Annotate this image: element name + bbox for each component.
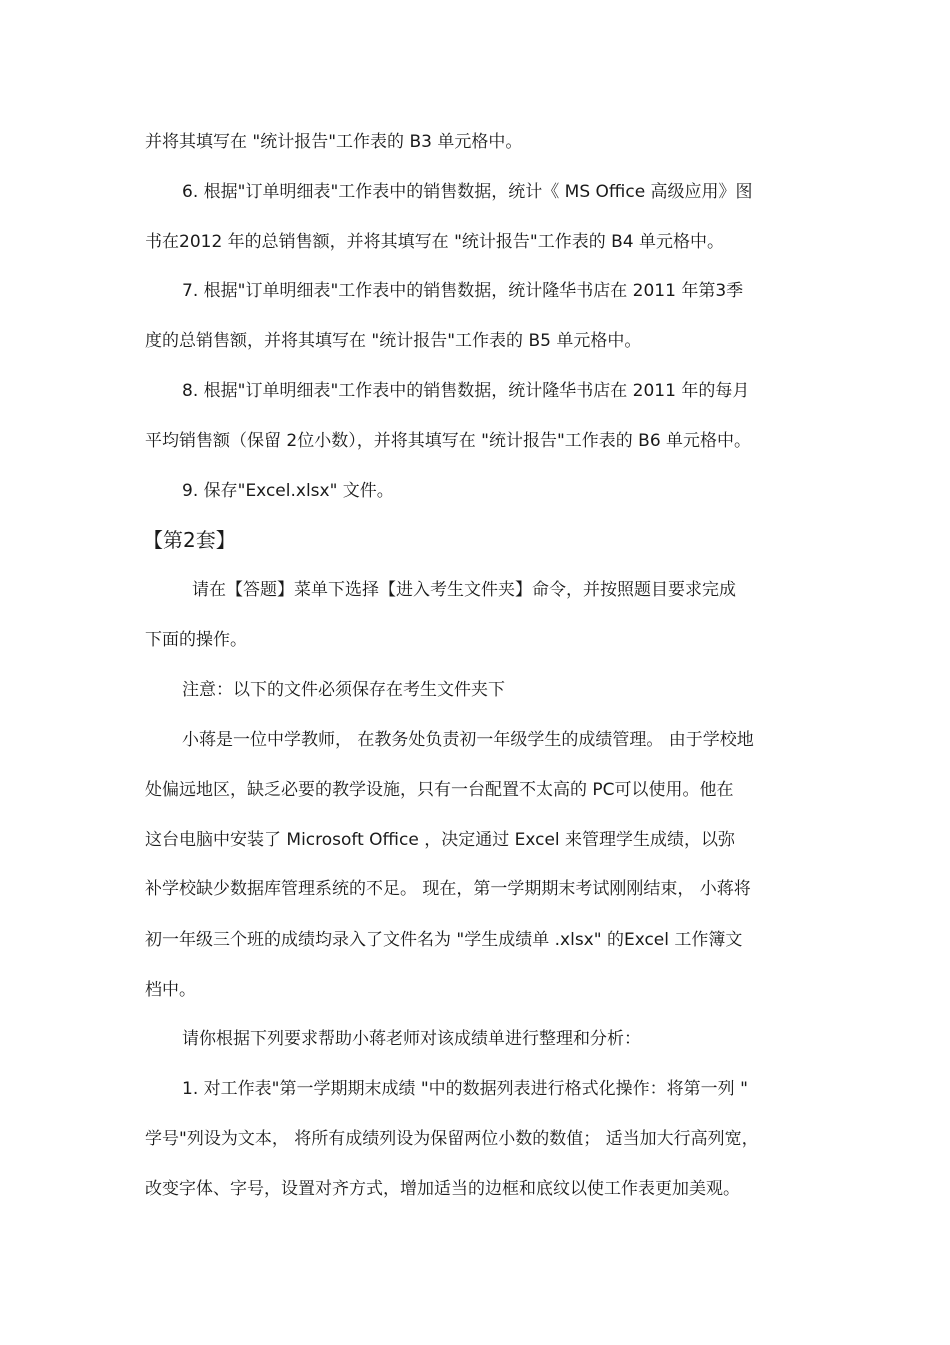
paragraph-line: 度的总销售额，并将其填写在 "统计报告"工作表的 B5 单元格中。 <box>145 331 642 351</box>
paragraph-line: 书在2012 年的总销售额，并将其填写在 "统计报告"工作表的 B4 单元格中。 <box>145 232 724 252</box>
paragraph-line: 下面的操作。 <box>145 630 247 650</box>
list-item-8: 8. 根据"订单明细表"工作表中的销售数据，统计隆华书店在 2011 年的每月 <box>182 381 750 401</box>
paragraph-line: 档中。 <box>145 980 196 1000</box>
paragraph-line: 补学校缺少数据库管理系统的不足。 现在，第一学期期末考试刚刚结束， 小蒋将 <box>145 879 751 899</box>
paragraph-line: 这台电脑中安装了 Microsoft Office ，决定通过 Excel 来管理学生成绩，以弥 <box>145 830 736 850</box>
paragraph-line: 请在【答题】菜单下选择【进入考生文件夹】命令，并按照题目要求完成 <box>192 580 736 600</box>
list-item-7: 7. 根据"订单明细表"工作表中的销售数据，统计隆华书店在 2011 年第3季 <box>182 281 744 301</box>
section-heading: 【第2套】 <box>143 528 236 552</box>
paragraph-line: 平均销售额（保留 2位小数），并将其填写在 "统计报告"工作表的 B6 单元格中。 <box>145 431 752 451</box>
list-item-1: 1. 对工作表"第一学期期末成绩 "中的数据列表进行格式化操作：将第一列 " <box>182 1079 748 1099</box>
note-line: 注意：以下的文件必须保存在考生文件夹下 <box>182 680 505 700</box>
paragraph-line: 并将其填写在 "统计报告"工作表的 B3 单元格中。 <box>145 132 523 152</box>
paragraph-line: 处偏远地区，缺乏必要的教学设施，只有一台配置不太高的 PC可以使用。他在 <box>145 780 734 800</box>
paragraph-line: 改变字体、字号，设置对齐方式，增加适当的边框和底纹以使工作表更加美观。 <box>145 1179 740 1199</box>
list-item-9: 9. 保存"Excel.xlsx" 文件。 <box>182 481 394 501</box>
paragraph-line: 学号"列设为文本， 将所有成绩列设为保留两位小数的数值； 适当加大行高列宽， <box>145 1129 759 1149</box>
paragraph-line: 小蒋是一位中学教师， 在教务处负责初一年级学生的成绩管理。 由于学校地 <box>182 730 754 750</box>
paragraph-line: 请你根据下列要求帮助小蒋老师对该成绩单进行整理和分析： <box>182 1029 641 1049</box>
list-item-6: 6. 根据"订单明细表"工作表中的销售数据，统计《 MS Office 高级应用》图 <box>182 182 753 202</box>
paragraph-line: 初一年级三个班的成绩均录入了文件名为 "学生成绩单 .xlsx" 的Excel 工作簿文 <box>145 930 743 950</box>
